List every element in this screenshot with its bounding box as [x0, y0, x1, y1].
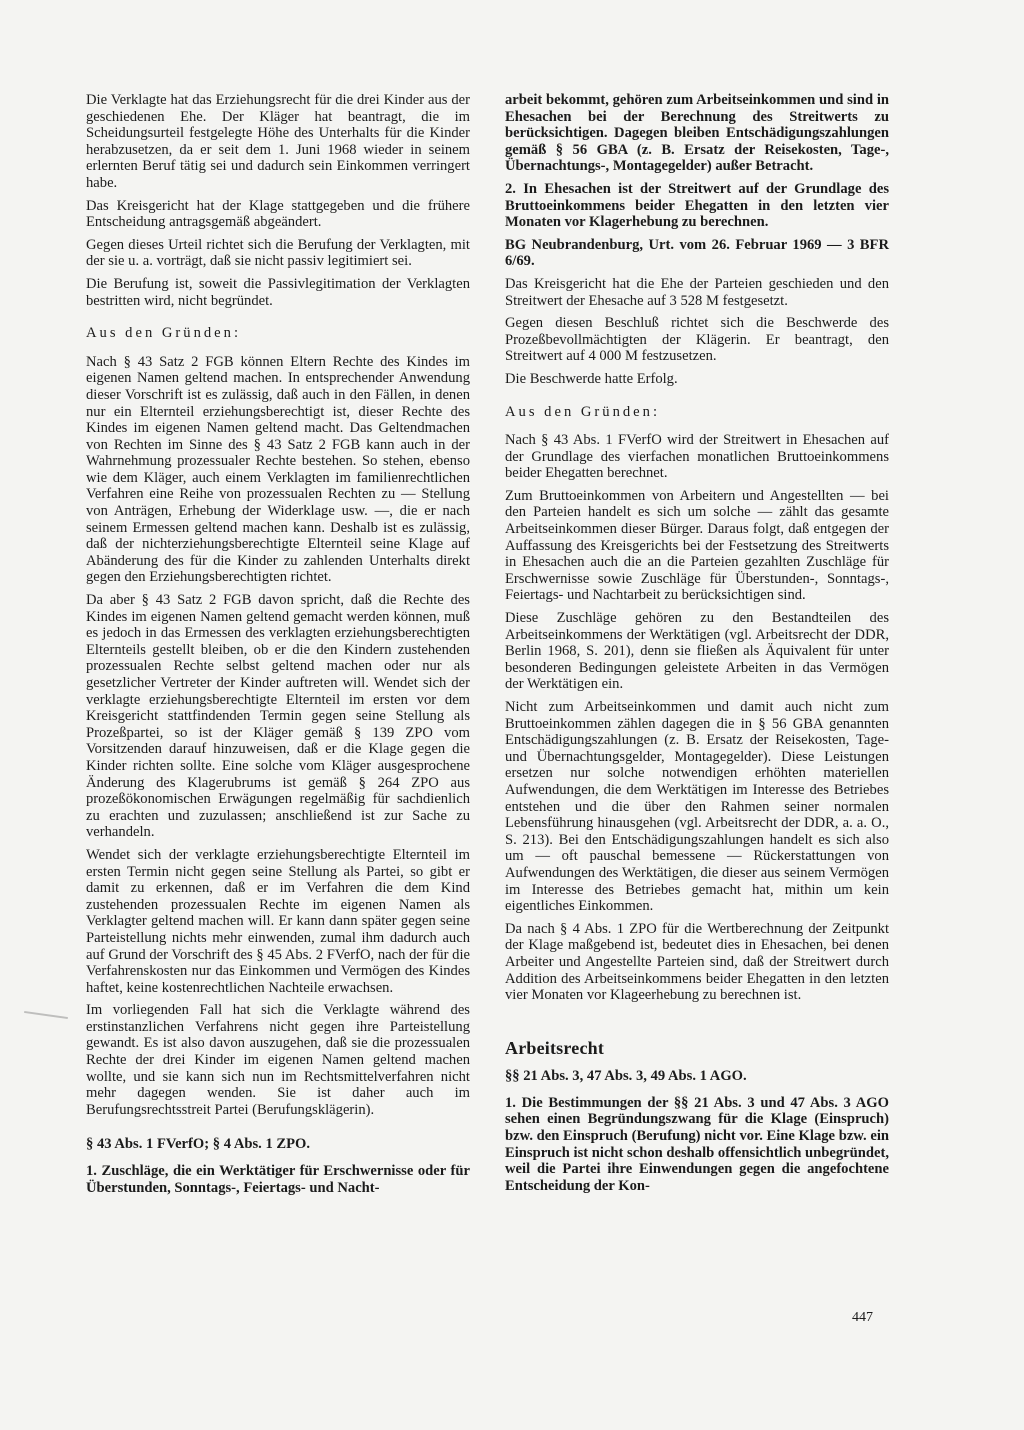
- paragraph: Da aber § 43 Satz 2 FGB davon spricht, daß die Rechte des Kindes im eigenen Namen geltend gemacht werden können, muß es jedoch in das Ermessen des verklagten erziehungsberechtigten Elternteils gestellt bleiben, ob er die den Kindern zustehenden prozessualen Rechte selbst geltend machen oder nur als gesetzlicher Vertreter der Kinder auftreten will. Wendet sich der verklagte erziehungsberechtigte Elternteil im ersten vor dem Kreisgericht stattfindenden Termin gegen seine Stellung als Prozeßpartei, so ist der Kläger gemäß § 139 ZPO vom Vorsitzenden darauf hinzuweisen, daß er die Klage gegen die Kinder richten sollte. Eine solche vom Kläger ausgesprochene Änderung des Klagerubrums ist gemäß § 264 ZPO aus prozeßökonomischen Erwägungen regelmäßig für sachdienlich zu erachten und zuzulassen; anschließend ist zur Sache zu verhandeln.: [86, 592, 470, 841]
- paragraph: Da nach § 4 Abs. 1 ZPO für die Wertberechnung der Zeitpunkt der Klage maßgebend ist, bedeutet dies in Ehesachen, bei denen Arbeiter und Angestellte Parteien sind, daß der Streitwert durch Addition des Arbeitseinkommens beider Ehegatten in den letzten vier Monaten vor Klageerhebung zu berechnen ist.: [505, 920, 889, 1004]
- paragraph: Zum Bruttoeinkommen von Arbeitern und Angestellten — bei den Parteien handelt es sich um solche — zählt das gesamte Arbeitseinkommen dieser Bürger. Daraus folgt, daß entgegen der Auffassung des Kreisgerichts bei der Festsetzung des Streitwerts in Ehesachen auch die an die Parteien gezahlten Zuschläge für Erschwernisse sowie Zuschläge für Überstunden-, Sonntags-, Feiertags- und Nachtarbeit zu berücksichtigen sind.: [505, 487, 889, 604]
- paragraph: Nach § 43 Satz 2 FGB können Eltern Rechte des Kindes im eigenen Namen geltend machen. In entsprechender Anwendung dieser Vorschrift ist es zulässig, daß auch in den Fällen, in denen nur ein Elternteil erziehungsberechtigt ist, dieser Rechte des Kindes im eigenen Namen geltend macht. Das Geltendmachen von Rechten im Sinne des § 43 Satz 2 FGB kann auch in der Wahrnehmung prozessualer Rechte bestehen. So stehen, ebenso wie dem Kläger, auch einem Verklagten im familienrechtlichen Verfahren eine Reihe von prozessualen Rechten zu — Stellung von Anträgen, Erhebung der Widerklage usw. —, die er nach seinem Ermessen geltend machen kann. Deshalb ist es zulässig, daß der nichterziehungsberechtigte Elternteil seine Klage auf Abänderung des für die Kinder zu zahlenden Unterhalts direkt gegen den Erziehungsberechtigten richtet.: [86, 353, 470, 586]
- headnote: 1. Die Bestimmungen der §§ 21 Abs. 3 und 47 Abs. 3 AGO sehen einen Begründungszwang für die Klage (Einspruch) bzw. den Einspruch (Berufung) nicht vor. Eine Klage bzw. ein Einspruch ist nicht schon deshalb offensichtlich unbegründet, weil die Partei ihre Einwendungen gegen die angefochtene Entscheidung der Kon-: [505, 1094, 889, 1194]
- paragraph: Gegen dieses Urteil richtet sich die Berufung der Verklagten, mit der sie u. a. vorträgt, daß sie nicht passiv legitimiert sei.: [86, 236, 470, 270]
- right-column: [505, 92, 889, 1200]
- paragraph: Das Kreisgericht hat die Ehe der Parteien geschieden und den Streitwert der Ehesache auf 3 528 M festgesetzt.: [505, 275, 889, 309]
- left-column: [86, 92, 470, 1202]
- paragraph: Nach § 43 Abs. 1 FVerfO wird der Streitwert in Ehesachen auf der Grundlage des vierfachen monatlichen Bruttoeinkommens beider Ehegatten berechnet.: [505, 432, 889, 482]
- grounds-heading: Aus den Gründen:: [86, 325, 242, 342]
- paragraph: Das Kreisgericht hat der Klage stattgegeben und die frühere Entscheidung antragsgemäß abgeändert.: [86, 197, 470, 231]
- paragraph: Gegen diesen Beschluß richtet sich die Beschwerde des Prozeßbevollmächtigten der Klägerin. Er beantragt, den Streitwert auf 4 000 M festzusetzen.: [505, 315, 889, 365]
- headnote: 2. In Ehesachen ist der Streitwert auf der Grundlage des Bruttoeinkommens beider Ehegatten in den letzten vier Monaten vor Klagerhebung zu berechnen.: [505, 180, 889, 231]
- paragraph: Die Verklagte hat das Erziehungsrecht für die drei Kinder aus der geschiedenen Ehe. Der Kläger hat beantragt, die im Scheidungsurteil festgelegte Höhe des Unterhalts für die Kinder herabzusetzen, da er seit dem 1. Juni 1968 wieder in seinem erlernten Beruf tätig sei und dadurch sein Einkommen verringert habe.: [86, 92, 470, 191]
- paragraph: Die Beschwerde hatte Erfolg.: [505, 370, 678, 387]
- headnote: 1. Zuschläge, die ein Werktätiger für Erschwernisse oder für Überstunden, Sonntags-, Feiertags- und Nacht-: [86, 1163, 470, 1196]
- page-number: 447: [852, 1310, 873, 1325]
- citation: BG Neubrandenburg, Urt. vom 26. Februar 1969 — 3 BFR 6/69.: [505, 236, 889, 270]
- section-title: Arbeitsrecht: [505, 1037, 605, 1058]
- paragraph: Wendet sich der verklagte erziehungsberechtigte Elternteil im ersten Termin nicht gegen seine Stellung als Partei, so gibt er damit zu erkennen, daß er im Verfahren die dem Kind zustehenden prozessualen Rechte im eigenen Namen als Verklagter geltend machen will. Er kann dann später gegen seine Parteistellung nichts mehr einwenden, zumal ihm dadurch auch auf Grund der Vorschrift des § 45 Abs. 2 FVerfO, nach der für die Verfahrenskosten nur das Einkommen und Vermögen des Kindes haftet, keine kostenrechtlichen Nachteile erwachsen.: [86, 846, 470, 996]
- norm-heading: § 43 Abs. 1 FVerfO; § 4 Abs. 1 ZPO.: [86, 1136, 311, 1153]
- paragraph: Im vorliegenden Fall hat sich die Verklagte während des erstinstanzlichen Verfahrens nicht gegen ihre Parteistellung gewandt. Es ist also davon auszugehen, daß sie die prozessualen Rechte der drei Kinder im eigenen Namen geltend machen wollte, und sie kann sich nun im Rechtsmittelverfahren nicht mehr dagegen wenden. Sie ist daher auch im Berufungsrechtsstreit Partei (Berufungsklägerin).: [86, 1002, 470, 1118]
- scan-artifact: [24, 1011, 68, 1019]
- paragraph: Diese Zuschläge gehören zu den Bestandteilen des Arbeitseinkommens der Werktätigen (vgl. Arbeitsrecht der DDR, Berlin 1968, S. 201), denn sie fließen als Äquivalent für unter besonderen Bedingungen geleistete Arbeiten in das Vermögen der Werktätigen ein.: [505, 610, 889, 693]
- norm-heading: §§ 21 Abs. 3, 47 Abs. 3, 49 Abs. 1 AGO.: [505, 1068, 747, 1085]
- headnote: arbeit bekommt, gehören zum Arbeitseinkommen und sind in Ehesachen bei der Berechnung des Streitwerts zu berücksichtigen. Dagegen bleiben Entschädigungszahlungen gemäß § 56 GBA (z. B. Ersatz der Reisekosten, Tage-, Übernachtungs-, Montagegelder) außer Betracht.: [505, 92, 889, 175]
- paragraph: Nicht zum Arbeitseinkommen und damit auch nicht zum Bruttoeinkommen zählen dagegen die in § 56 GBA genannten Entschädigungszahlungen (z. B. Ersatz der Reisekosten, Tage- und Übernachtungsgelder, Montagegelder). Diese Leistungen ersetzen nur solche notwendigen erhöhten materiellen Aufwendungen, die dem Werktätigen im Interesse des Betriebes entstehen und die über den Rahmen seiner normalen Lebensführung hinausgehen (vgl. Arbeitsrecht der DDR, a. a. O., S. 213). Bei den Entschädigungszahlungen handelt es sich also um — oft pauschal bemessene — Rückerstattungen von Aufwendungen des Werktätigen, die dieser aus seinem Vermögen im Interesse des Betriebes gemacht hat, mithin um kein eigentliches Einkommen.: [505, 699, 889, 915]
- grounds-heading: Aus den Gründen:: [505, 403, 661, 420]
- paragraph: Die Berufung ist, soweit die Passivlegitimation der Verklagten bestritten wird, nicht begründet.: [86, 275, 470, 309]
